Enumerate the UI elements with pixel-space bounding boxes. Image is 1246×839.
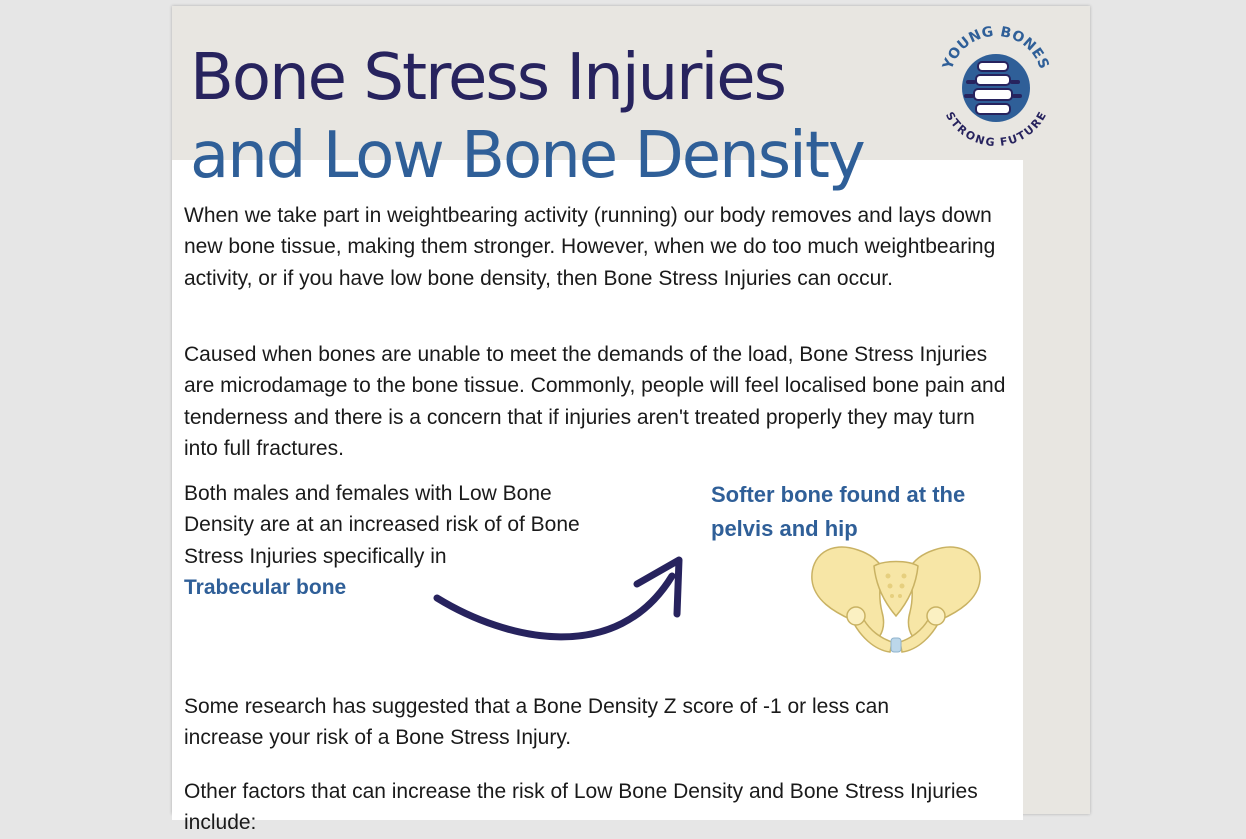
pelvis-illustration-icon bbox=[808, 536, 984, 656]
paragraph-weightbearing: When we take part in weightbearing activity (running) our body removes and lays down new bone tissue, making them stronger. However, when we do too much weightbearing activity, or if you have low bone density, then Bone Stress Injuries can occur. bbox=[184, 204, 996, 290]
pelvis-caption: Softer bone found at the pelvis and hip bbox=[711, 482, 966, 541]
paragraph-other-factors: Other factors that can increase the risk of Low Bone Density and Bone Stress Injuries include: bbox=[184, 780, 978, 835]
paragraph-risk-text: Both males and females with Low Bone Density are at an increased risk of of Bone Stress Injuries specifically in bbox=[184, 482, 580, 568]
logo-top-text: YOUNG BONES bbox=[940, 23, 1052, 72]
trabecular-bone-highlight: Trabecular bone bbox=[184, 575, 347, 599]
curved-arrow-icon bbox=[427, 546, 707, 661]
document-page bbox=[172, 6, 1090, 835]
title-line-1: Bone Stress Injuries bbox=[190, 41, 785, 115]
paragraph-z-score: Some research has suggested that a Bone Density Z score of -1 or less can increase your risk of a Bone Stress Injury. bbox=[184, 695, 890, 750]
paragraph-causes: Caused when bones are unable to meet the demands of the load, Bone Stress Injuries are microdamage to the bone tissue. Commonly, people will feel localised bone pain and tenderness and there is a concern that if injuries aren't treated properly they may turn into full fractures. bbox=[184, 343, 1006, 460]
spine-logo-icon bbox=[936, 20, 1056, 152]
title-line-2: and Low Bone Density bbox=[190, 119, 864, 193]
logo-bottom-text: STRONG FUTURE bbox=[942, 109, 1050, 150]
